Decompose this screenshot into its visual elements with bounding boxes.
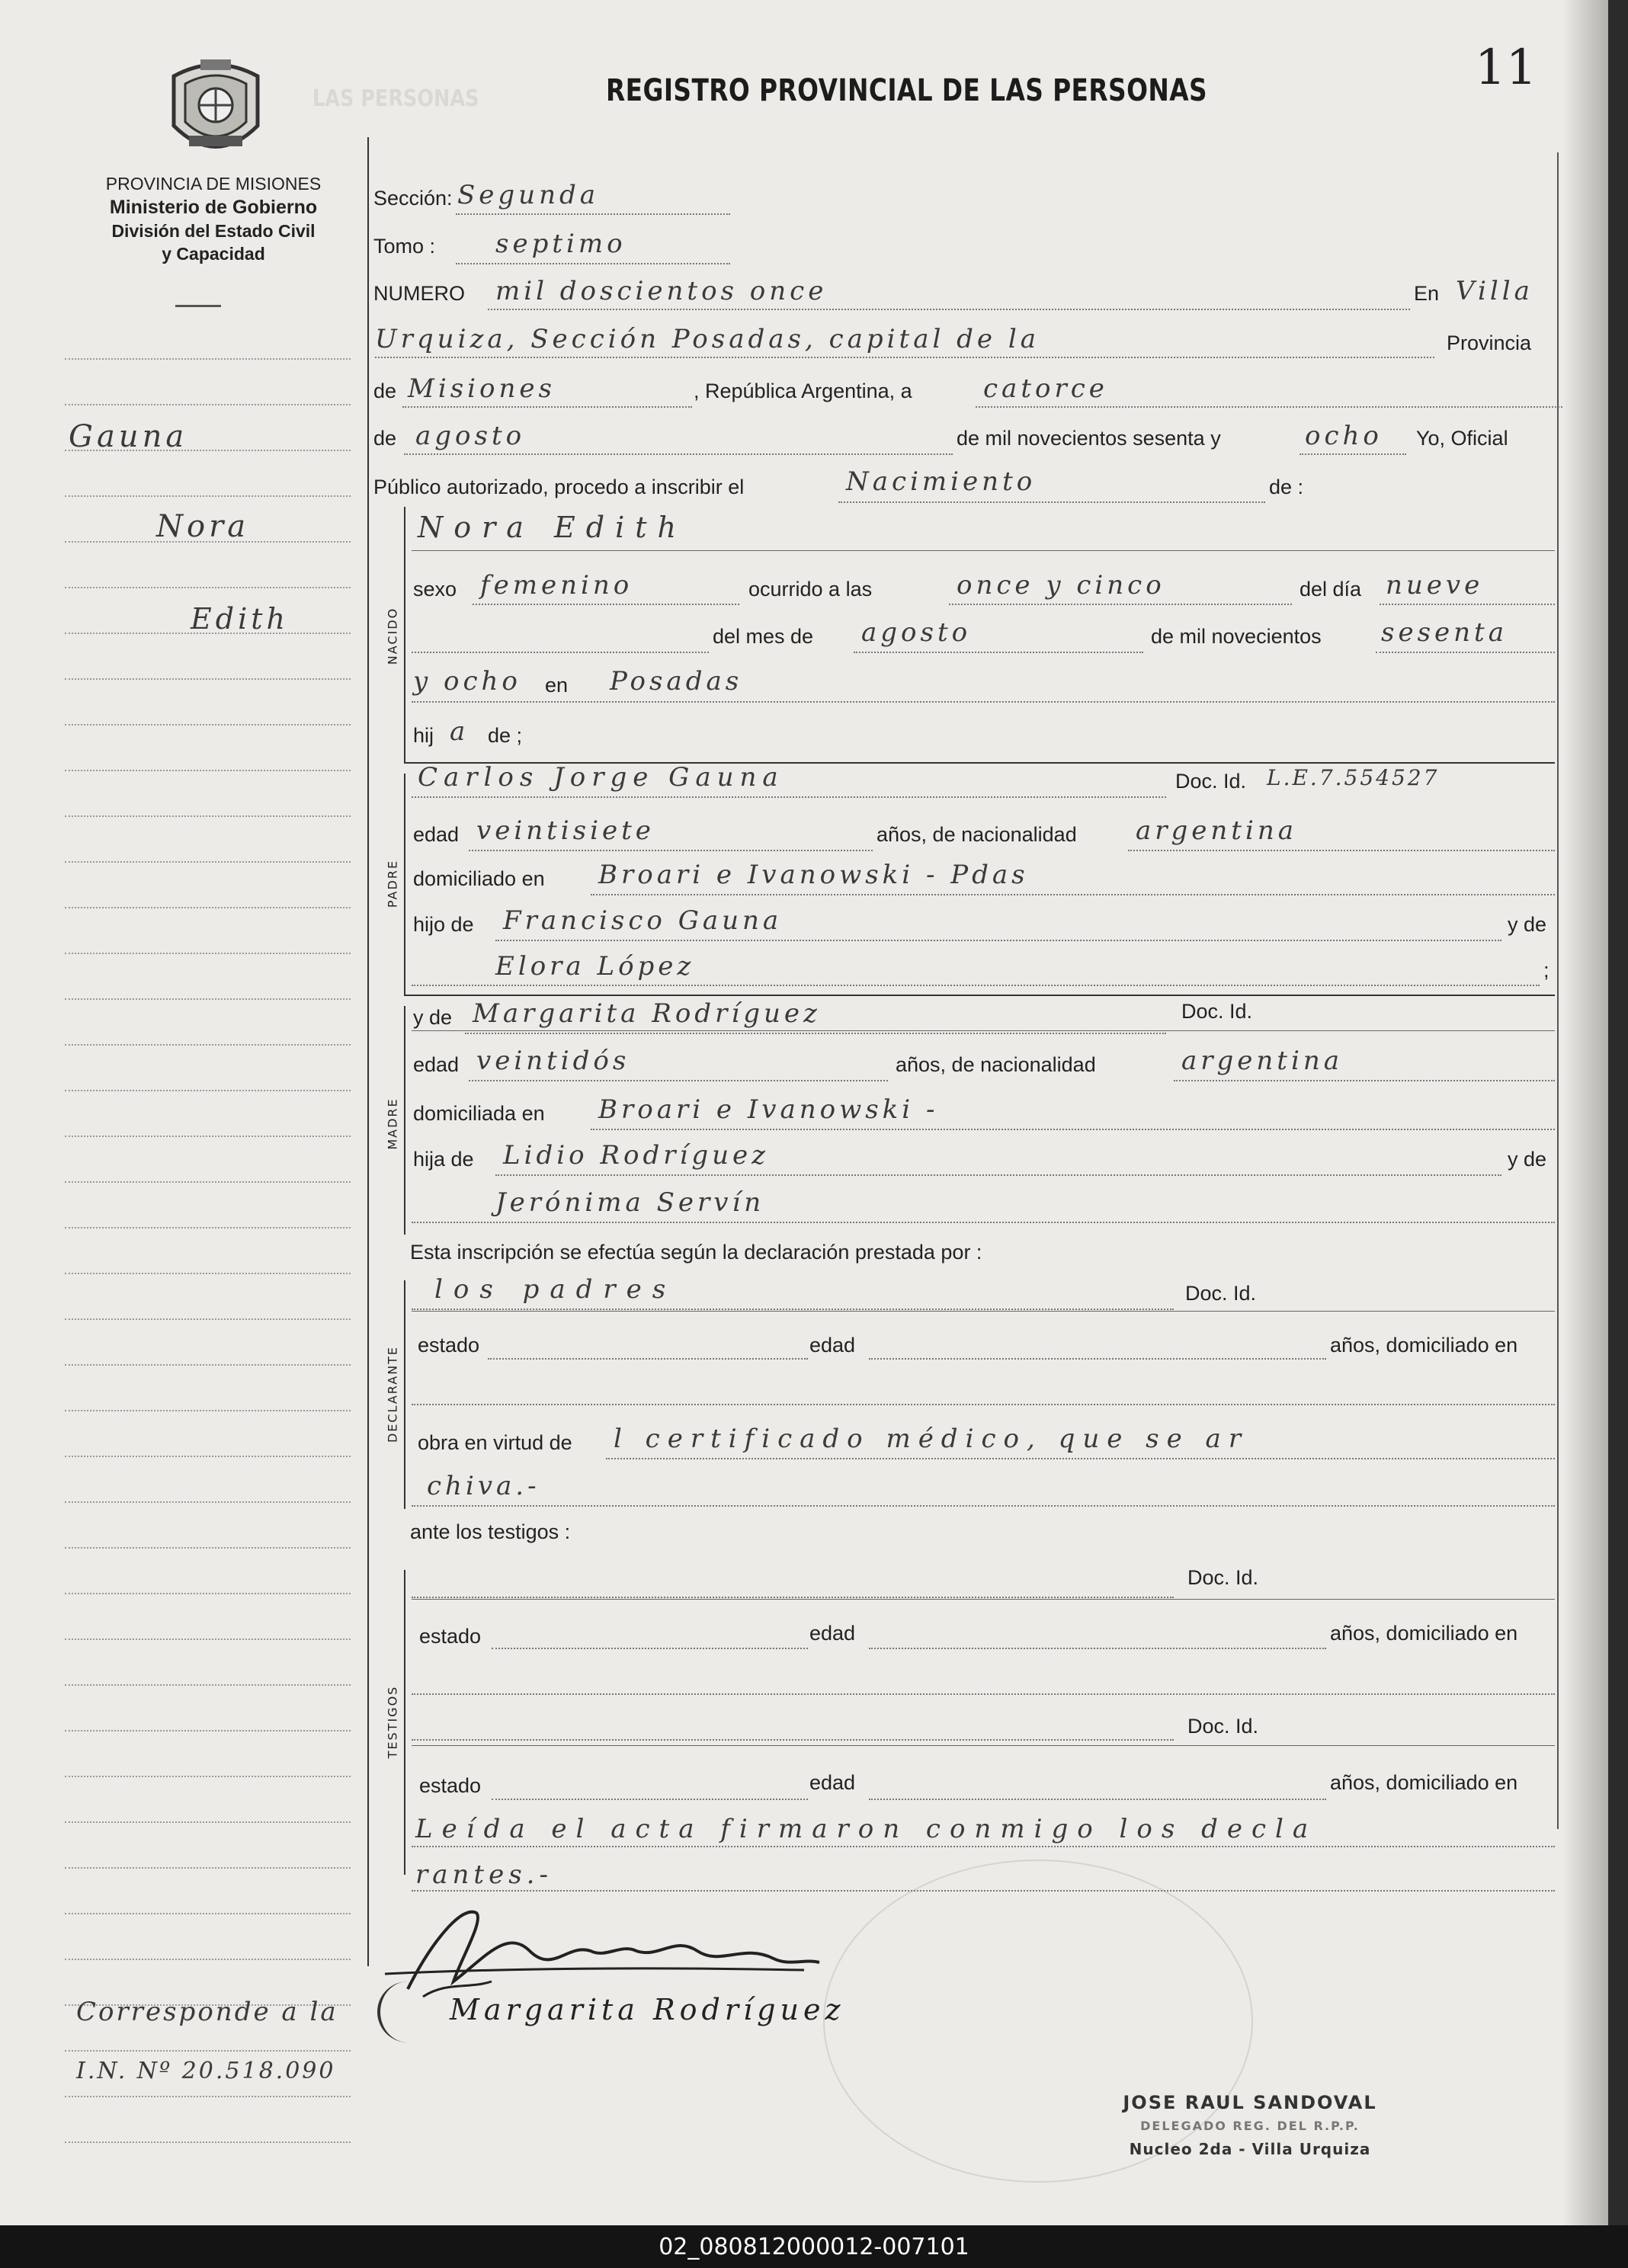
testigo2-domiciliado-label: años, domiciliado en [1330,1771,1518,1794]
dia-inscripcion-dots [976,406,1562,408]
mes-value: agosto [861,617,972,648]
margin-rule [65,1959,351,1960]
madre-edad-value: veintidós [476,1046,630,1076]
margin-rule [65,1181,351,1183]
nombre-value: Nora Edith [418,511,687,544]
publico-label: Público autorizado, procedo a inscribir el [373,476,745,498]
madre-y-de-2-label: y de [1508,1148,1547,1171]
testigo2-line [412,1745,1555,1746]
sexo-label: sexo [413,578,457,601]
seccion-label: Sección: [373,187,453,210]
margin-name-2: Edith [191,602,289,636]
ano-value-2: y ocho [413,666,521,697]
seccion-value: Segunda [457,180,600,210]
madre-nombre-dots [465,1033,1166,1034]
side-label-declarante: DECLARANTE [385,1345,400,1443]
declarante-edad-label: edad [809,1334,856,1357]
lugar-dots [412,701,1555,703]
del-dia-label: del día [1300,578,1362,601]
provincia-value: Misiones [408,373,556,404]
margin-rule [65,1227,351,1228]
sexo-dots [473,604,739,605]
testigo2-estado-label: estado [419,1774,482,1797]
margin-rule [65,1456,351,1457]
mes-leading-dots [412,652,709,653]
declarante-dots-2 [412,1404,1555,1405]
padre-edad-label: edad [413,823,460,846]
testigo2-edad-dots [869,1799,1326,1800]
declarante-estado-dots [488,1358,808,1360]
testigo1-dots [412,1597,1174,1598]
margin-rule [65,2050,351,2052]
madre-nombre-value: Margarita Rodríguez [473,998,821,1029]
image-id-footer [0,2225,1628,2268]
madre-y-de-dots [412,1222,1555,1223]
madre-name-line [412,1030,1555,1031]
padre-semicolon: ; [1543,959,1549,982]
madre-domicilio-dots [591,1129,1555,1130]
ante-testigos-label: ante los testigos : [410,1520,571,1543]
side-label-madre: MADRE [385,1097,400,1150]
margin-rule [65,815,351,817]
de-label: de [373,380,397,402]
bracket-nacido [404,507,405,762]
padre-domicilio-label: domiciliado en [413,867,545,890]
side-label-padre: PADRE [385,859,400,908]
tomo-label: Tomo : [373,235,436,258]
margin-rule [65,1593,351,1594]
de2-label: de [373,427,397,450]
margin-rule [65,1867,351,1869]
ministry-line-2: Ministerio de Gobierno [109,197,318,218]
ministry-line-3: División del Estado Civil [111,221,316,241]
margin-rule [65,1318,351,1320]
madre-edad-dots [469,1080,888,1081]
testigo1-edad-label: edad [809,1622,856,1645]
margin-rule [65,724,351,726]
madre-hija-de-dots [495,1174,1501,1176]
leida-dots-1 [412,1846,1555,1847]
padre-y-de-value: Elora López [495,951,695,982]
madre-hija-de-label: hija de [413,1148,474,1171]
margin-rule [65,1639,351,1640]
leida-value-1: Leída el acta firmaron conmigo los decla [415,1814,1318,1844]
padre-doc-value: L.E.7.554527 [1267,765,1440,790]
image-id-text: 02_080812000012-007101 [659,2233,969,2260]
obra-en-virtud-label: obra en virtud de [418,1431,572,1454]
bracket-padre [404,774,405,995]
ano1-dots [1376,652,1555,653]
margin-rule [65,1821,351,1823]
declarante-dots [412,1309,1174,1310]
margin-rule [65,1410,351,1411]
ministry-line-1: PROVINCIA DE MISIONES [105,174,322,194]
hij-suffix-value: a [450,716,469,747]
madre-domicilio-value: Broari e Ivanowski - [598,1094,939,1125]
madre-y-de-label: y de [413,1006,453,1029]
hora-dots [949,604,1292,605]
margin-rule [65,1730,351,1731]
republica-label: , República Argentina, a [694,380,912,402]
madre-nacionalidad-value: argentina [1181,1046,1344,1076]
margin-rule [65,1044,351,1046]
madre-hija-de-value: Lidio Rodríguez [503,1140,770,1171]
page-number: 11 [1475,40,1537,96]
testigo2-dots [412,1739,1174,1741]
testigo2-estado-dots [492,1799,808,1800]
en-value-2: Urquiza, Sección Posadas, capital de la [375,324,1040,354]
margin-rule [65,998,351,1000]
leida-value-2: rantes.- [415,1860,553,1890]
testigo1-line [412,1599,1555,1600]
en-lugar-label: en [545,674,569,697]
ano-dots [1300,453,1406,455]
side-label-nacido: NACIDO [385,607,400,665]
padre-hijo-de-dots [495,940,1501,941]
margin-name-1: Nora [156,509,250,544]
mes-inscripcion-dots [404,453,953,455]
declarante-estado-label: estado [418,1334,480,1357]
sexo-value: femenino [480,570,633,601]
margin-rule [65,1547,351,1549]
numero-dots [488,309,1410,310]
margin-rule [65,678,351,680]
numero-value: mil doscientos once [495,276,828,306]
yo-oficial-label: Yo, Oficial [1416,427,1508,450]
margin-rule [65,404,351,405]
declarante-edad-dots [869,1358,1326,1360]
margin-rule [65,358,351,360]
margin-rule [65,953,351,954]
padre-y-de-dots [412,985,1540,986]
numero-label: NUMERO [373,282,465,305]
testigo1-edad-dots [869,1648,1326,1649]
padre-domicilio-dots [591,894,1555,895]
margin-rule [65,2141,351,2143]
acto-value: Nacimiento [846,466,1037,497]
margin-rule [65,495,351,497]
declarante-line [412,1311,1555,1312]
declarante-domiciliado-label: años, domiciliado en [1330,1334,1518,1357]
faded-stamp [823,1860,1253,2183]
ministry-line-4: y Capacidad [162,244,265,264]
acto-dots [838,501,1265,503]
lugar-value: Posadas [610,666,743,697]
madre-nacionalidad-dots [1174,1080,1555,1081]
margin-rule [65,1136,351,1137]
provincia-label: Provincia [1447,332,1532,354]
dia-value: nueve [1386,570,1484,601]
padre-edad-dots [469,850,873,851]
padre-nombre-value: Carlos Jorge Gauna [418,762,784,793]
testigo1-domiciliado-label: años, domiciliado en [1330,1622,1518,1645]
obra-dots-2 [412,1505,1555,1507]
document-title: REGISTRO PROVINCIAL DE LAS PERSONAS [606,73,1208,108]
margin-rule [65,1364,351,1366]
nombre-line [412,550,1555,551]
right-frame-line [1557,152,1559,1829]
margin-rule [65,1913,351,1914]
ministry-divider [175,305,221,307]
margin-correction-line-2: I.N. Nº 20.518.090 [76,2058,336,2084]
margin-rule [65,1090,351,1091]
stamp-line-2: DELEGADO REG. DEL R.P.P. [1140,2119,1360,2133]
tomo-dots [456,263,730,264]
signature-madre: Margarita Rodríguez [450,1993,845,2026]
padre-edad-value: veintisiete [476,815,655,846]
testigo2-edad-label: edad [809,1771,856,1794]
padre-hijo-de-value: Francisco Gauna [503,905,783,936]
ano-sesenta-y-value: ocho [1305,421,1383,451]
ano-value-1: sesenta [1381,617,1508,648]
sesenta-y-label: de mil novecientos sesenta y [957,427,1221,450]
hora-value: once y cinco [957,570,1165,601]
esta-inscripcion-label: Esta inscripción se efectúa según la declaración prestada por : [410,1241,982,1264]
madre-nacionalidad-label: años, de nacionalidad [896,1053,1096,1076]
padre-domicilio-value: Broari e Ivanowski - Pdas [598,860,1029,890]
obra-dots-1 [606,1458,1555,1459]
leida-dots-2 [412,1890,1555,1892]
margin-rule [65,907,351,908]
dia-dots [1380,604,1555,605]
margin-correction-line-1: Corresponde a la [76,1997,338,2027]
bracket-madre [404,1006,405,1235]
padre-hijo-de-label: hijo de [413,913,474,936]
tomo-value: septimo [495,229,627,259]
mil-novecientos-label: de mil novecientos [1151,625,1322,648]
madre-domicilio-label: domiciliada en [413,1102,545,1125]
margin-rule [65,2096,351,2097]
margin-rule [65,1273,351,1274]
dia-inscripcion-value: catorce [983,373,1108,404]
madre-y-de-value: Jerónima Servín [495,1187,765,1218]
de-colon-label: de : [1269,476,1304,498]
padre-y-de-label: y de [1508,913,1547,936]
padre-nacionalidad-label: años, de nacionalidad [876,823,1077,846]
madre-doc-label: Doc. Id. [1181,1000,1253,1023]
madre-edad-label: edad [413,1053,460,1076]
en-label: En [1414,282,1440,305]
bracket-declarante [404,1280,405,1509]
declarante-doc-label: Doc. Id. [1185,1282,1257,1305]
testigo1-doc-label: Doc. Id. [1187,1566,1259,1589]
left-frame-line [367,137,369,1966]
margin-rule [65,1776,351,1777]
padre-nacionalidad-dots [1128,850,1555,851]
en-dots-2 [375,357,1434,358]
side-label-testigos: TESTIGOS [385,1685,400,1759]
margin-rule [65,587,351,588]
padre-madre-divider [404,995,1555,996]
page-edge-shadow [1562,0,1608,2225]
signature-padre [377,1898,835,2004]
padre-nacionalidad-value: argentina [1136,815,1298,846]
obra-value-1: l certificado médico, que se ar [614,1424,1249,1454]
margin-rule [65,1684,351,1686]
testigo1-estado-dots [492,1648,808,1649]
padre-nombre-dots [412,796,1166,798]
margin-rule [65,770,351,771]
provincial-seal-icon [159,53,273,164]
del-mes-label: del mes de [713,625,814,648]
de-semicolon-label: de ; [488,724,523,747]
declarante-value: los padres [434,1274,677,1305]
ghost-title: LAS PERSONAS [312,85,479,112]
signature-flourish [377,1981,426,2042]
bracket-testigos [404,1570,405,1875]
ocurrido-label: ocurrido a las [748,578,873,601]
margin-surname: Gauna [69,419,188,454]
en-value-1: Villa [1456,276,1533,306]
testigo2-doc-label: Doc. Id. [1187,1715,1259,1738]
mes-dots [854,652,1143,653]
obra-value-2: chiva.- [427,1471,540,1501]
testigo1-dots-2 [412,1693,1555,1695]
hij-label: hij [413,724,434,747]
stamp-line-3: Nucleo 2da - Villa Urquiza [1129,2140,1371,2158]
margin-rule [65,861,351,863]
testigo1-estado-label: estado [419,1625,482,1648]
stamp-line-1: JOSE RAUL SANDOVAL [1123,2092,1377,2113]
mes-inscripcion-value: agosto [415,421,526,451]
padre-doc-label: Doc. Id. [1175,770,1247,793]
margin-rule [65,1501,351,1503]
provincia-dots [402,406,692,408]
seccion-dots [456,213,730,215]
